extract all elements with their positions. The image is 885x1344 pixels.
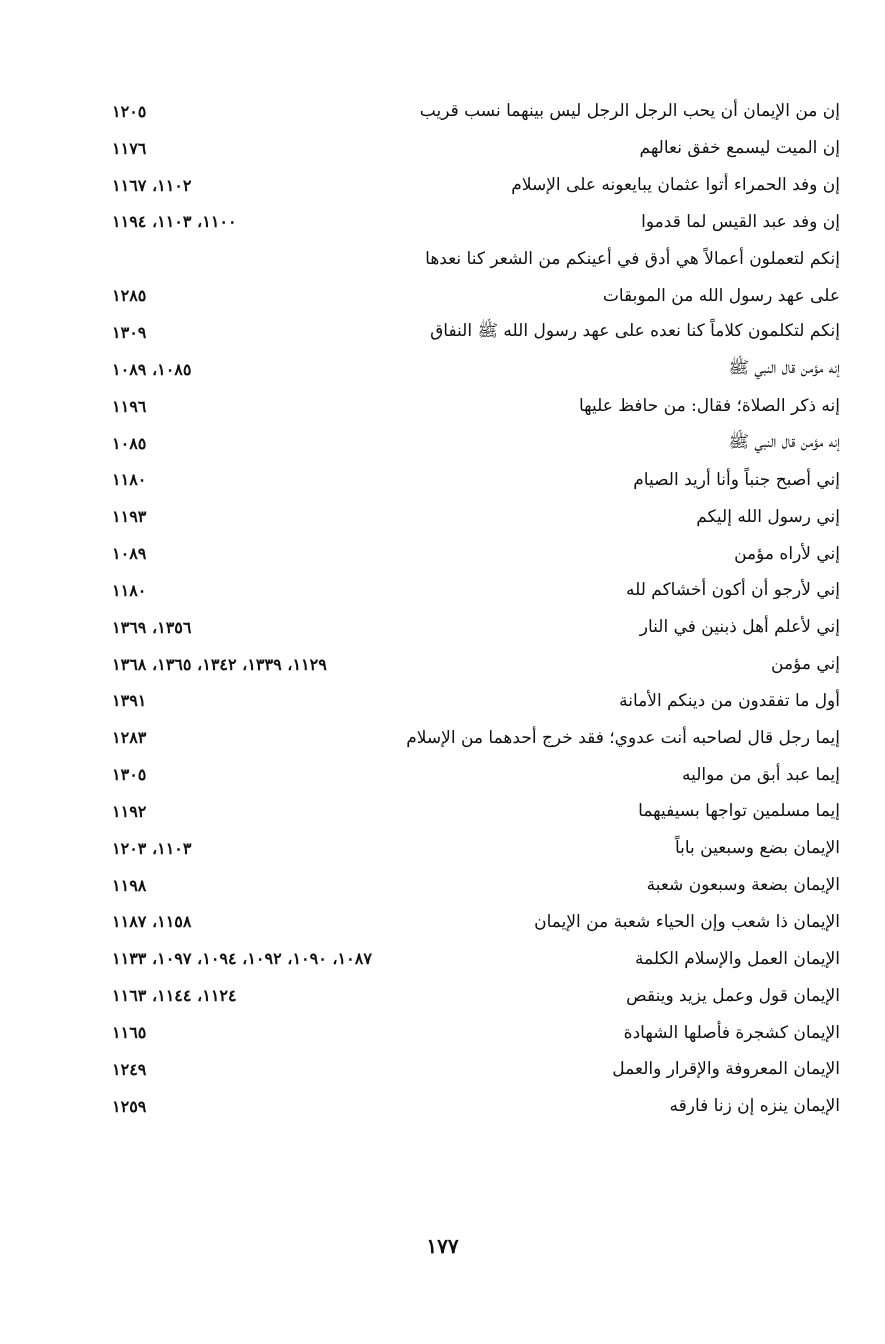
index-entry (112, 351, 840, 388)
index-entry (112, 756, 840, 793)
index-entry (112, 940, 840, 977)
entry-references: ١٣٠٥ (112, 765, 147, 785)
entry-phrase: إني لأعلم أهل ذبنين في النار (639, 617, 840, 638)
entry-phrase: الإيمان ينزه إن زنا فارقه (669, 1096, 840, 1117)
entry-phrase: إنكم لتعملون أعمالاً هي أدق في أعينكم من الشعر كنا نعدها (425, 248, 840, 269)
entry-phrase: الإيمان بضعة وسبعون شعبة (646, 875, 840, 896)
entry-references: ١١٧٦ (112, 138, 147, 158)
index-entry (112, 1051, 840, 1088)
index-entry (112, 867, 840, 904)
index-list (112, 93, 840, 1125)
entry-references: ١٢٥٩ (112, 1096, 147, 1116)
entry-phrase: الإيمان بضع وسبعين باباً (674, 838, 840, 859)
entry-phrase: إيما مسلمين تواجها بسيفيهما (638, 801, 840, 822)
index-entry (112, 793, 840, 830)
entry-phrase: إني لأرجو أن أكون أخشاكم لله (625, 580, 840, 601)
entry-references: ١٢٤٩ (112, 1059, 147, 1079)
index-entry (112, 204, 840, 241)
entry-references: ١١٦٥ (112, 1023, 147, 1043)
entry-references: ١٠٨٥، ١٠٨٩ (112, 359, 192, 379)
index-entry (112, 1088, 840, 1125)
entry-references: ١١٠٠، ١١٠٣، ١١٩٤ (112, 212, 237, 232)
entry-phrase: إني أصبح جنباً وأنا أريد الصيام (633, 469, 840, 490)
entry-references: ١١٨٠ (112, 470, 147, 490)
entry-phrase: الإيمان قول وعمل يزيد وينقص (626, 985, 840, 1006)
entry-references: ١٣٩١ (112, 691, 147, 711)
entry-references: ١١٠٢، ١١٦٧ (112, 175, 192, 195)
index-entry (112, 535, 840, 572)
index-entry (112, 572, 840, 609)
index-entry (112, 388, 840, 425)
entry-references: ١٠٨٩ (112, 544, 147, 564)
index-entry (112, 646, 840, 683)
index-entry (112, 240, 840, 277)
index-entry (112, 167, 840, 204)
entry-phrase: إيما عبد أبق من مواليه (682, 764, 840, 785)
index-entry (112, 977, 840, 1014)
entry-phrase: إن وفد عبد القيس لما قدموا (641, 211, 840, 232)
entry-references: ١١٩٨ (112, 875, 147, 895)
entry-phrase: إني لأراه مؤمن (734, 543, 840, 564)
index-entry (112, 719, 840, 756)
entry-references: ١٣٠٩ (112, 322, 147, 342)
entry-phrase: إن من الإيمان أن يحب الرجل الرجل ليس بينهما نسب قريب (419, 101, 840, 122)
entry-references: ١٢٨٣ (112, 728, 147, 748)
index-entry (112, 609, 840, 646)
entry-references: ١٢٨٥ (112, 286, 147, 306)
index-entry (112, 425, 840, 462)
index-entry (112, 130, 840, 167)
entry-phrase: إيما رجل قال لصاحبه أنت عدوي؛ فقد خرج أحدهما من الإسلام (406, 727, 840, 748)
entry-references: ١٣٥٦، ١٣٦٩ (112, 617, 192, 637)
entry-references: ١١٠٣، ١٢٠٣ (112, 838, 192, 858)
index-entry (112, 277, 840, 314)
entry-references: ١١٢٩، ١٣٣٩، ١٣٤٢، ١٣٦٥، ١٣٦٨ (112, 654, 327, 674)
entry-phrase: أول ما تفقدون من دينكم الأمانة (619, 690, 840, 711)
entry-phrase: على عهد رسول الله من الموبقات (602, 285, 840, 306)
entry-references: ١١٩٣ (112, 507, 147, 527)
entry-phrase: الإيمان المعروفة والإقرار والعمل (612, 1059, 840, 1080)
entry-phrase: إنه ذكر الصلاة؛ فقال: من حافظ عليها (578, 396, 840, 417)
entry-references: ١٠٨٥ (112, 433, 147, 453)
entry-references: ١٠٨٧، ١٠٩٠، ١٠٩٢، ١٠٩٤، ١٠٩٧، ١١٣٣ (112, 949, 372, 969)
entry-phrase: إني مؤمن (771, 654, 840, 675)
index-entry (112, 314, 840, 351)
entry-phrase: إنكم لتكلمون كلاماً كنا نعده على عهد رسول الله ﷺ النفاق (430, 320, 840, 341)
entry-phrase: إني رسول الله إليكم (696, 506, 840, 527)
index-entry (112, 498, 840, 535)
entry-references: ١٢٠٥ (112, 101, 147, 121)
index-entry (112, 830, 840, 867)
index-entry (112, 1014, 840, 1051)
index-entry (112, 904, 840, 941)
entry-references: ١١٢٤، ١١٤٤، ١١٦٣ (112, 986, 237, 1006)
entry-references: ١١٨٠ (112, 580, 147, 600)
entry-references: ١١٥٨، ١١٨٧ (112, 912, 192, 932)
entry-phrase: إن الميت ليسمع خفق نعالهم (639, 138, 840, 159)
entry-phrase: الإيمان كشجرة فأصلها الشهادة (623, 1022, 840, 1043)
entry-references: ١١٩٦ (112, 396, 147, 416)
index-entry (112, 93, 840, 130)
entry-phrase: الإيمان ذا شعب وإن الحياء شعبة من الإيمان (534, 911, 840, 932)
entry-phrase: الإيمان العمل والإسلام الكلمة (634, 948, 840, 969)
index-entry (112, 683, 840, 720)
index-entry (112, 461, 840, 498)
entry-phrase: إنه مؤمن قال النبي ﷺ (728, 431, 840, 452)
entry-references: ١١٩٢ (112, 801, 147, 821)
page-number: ١٧٧ (426, 1234, 459, 1258)
entry-phrase: إن وفد الحمراء أتوا عثمان يبايعونه على الإسلام (511, 175, 840, 196)
entry-phrase: إنه مؤمن قال النبي ﷺ (728, 357, 840, 378)
